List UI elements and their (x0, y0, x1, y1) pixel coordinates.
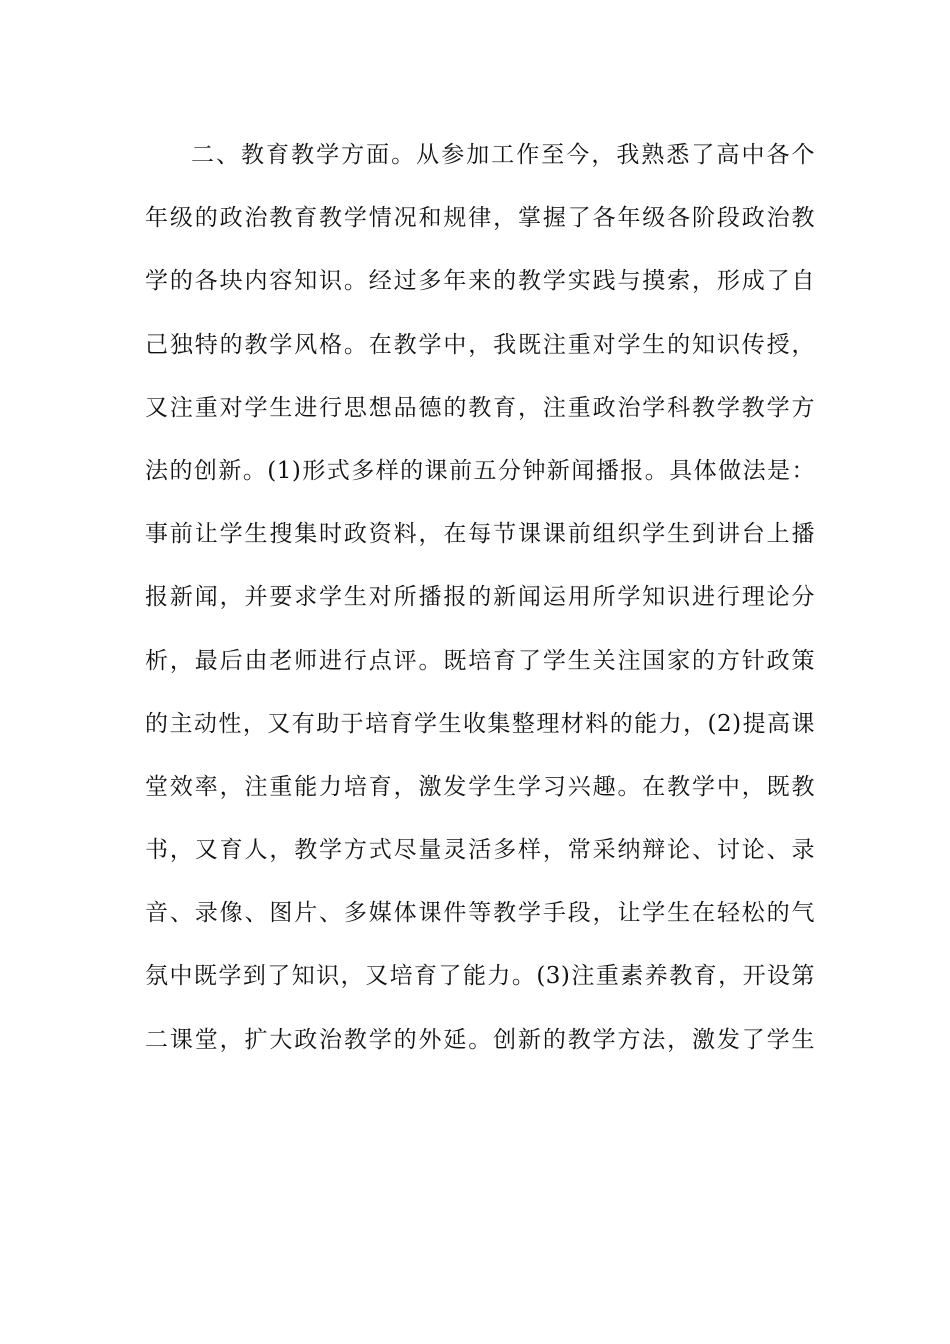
paragraph-line: 法的创新。(1)形式多样的课前五分钟新闻播报。具体做法是： (145, 457, 815, 484)
paragraph-line: 年级的政治教育教学情况和规律，掌握了各年级各阶段政治教 (145, 205, 815, 232)
paragraph-line: 书，又育人，教学方式尽量灵活多样，常采纳辩论、讨论、录 (145, 837, 815, 864)
paragraph-line: 音、录像、图片、多媒体课件等教学手段，让学生在轻松的气 (145, 900, 815, 927)
paragraph-line: 报新闻，并要求学生对所播报的新闻运用所学知识进行理论分 (145, 584, 815, 611)
paragraph-line: 析，最后由老师进行点评。既培育了学生关注国家的方针政策 (145, 647, 815, 674)
paragraph-line: 堂效率，注重能力培育，激发学生学习兴趣。在教学中，既教 (145, 773, 815, 800)
paragraph-line: 学的各块内容知识。经过多年来的教学实践与摸索，形成了自 (145, 268, 815, 295)
body-paragraph (145, 128, 815, 1076)
paragraph-line: 事前让学生搜集时政资料，在每节课课前组织学生到讲台上播 (145, 521, 815, 548)
paragraph-line: 己独特的教学风格。在教学中，我既注重对学生的知识传授， (145, 331, 815, 358)
paragraph-line: 氛中既学到了知识，又培育了能力。(3)注重素养教育，开设第 (145, 963, 815, 990)
paragraph-line: 二课堂，扩大政治教学的外延。创新的教学方法，激发了学生 (145, 1026, 815, 1053)
paragraph-line: 的主动性，又有助于培育学生收集整理材料的能力，(2)提高课 (145, 710, 815, 737)
paragraph-line: 又注重对学生进行思想品德的教育，注重政治学科教学教学方 (145, 394, 815, 421)
paragraph-line: 二、教育教学方面。从参加工作至今，我熟悉了高中各个 (191, 142, 815, 168)
